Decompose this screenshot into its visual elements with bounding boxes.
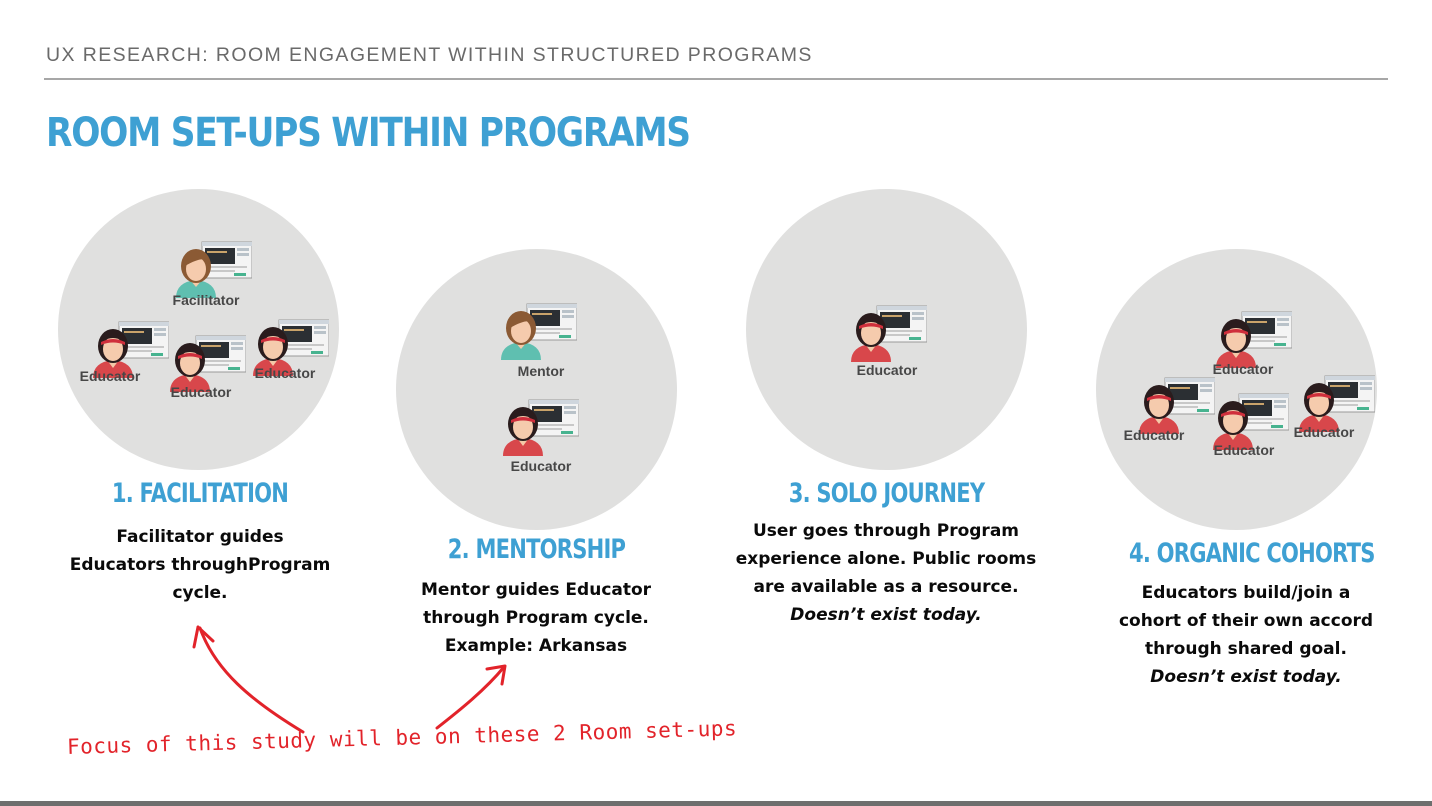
educator-label: Educator bbox=[254, 365, 316, 381]
educator-label: Educator bbox=[1213, 442, 1275, 458]
educator-label: Educator bbox=[1293, 424, 1355, 440]
organic-cohorts-description: Educators build/join a cohort of their own accord through shared goal. Doesn’t exist today. bbox=[1066, 579, 1426, 691]
educator-label: Educator bbox=[170, 384, 232, 400]
facilitation-description: Facilitator guides Educators throughProgram cycle. bbox=[69, 527, 331, 603]
solo-journey-note: Doesn’t exist today. bbox=[790, 605, 982, 625]
bottom-border bbox=[0, 801, 1432, 806]
page-title: ROOM SET-UPS WITHIN PROGRAMS bbox=[46, 110, 690, 156]
study-focus-annotation: Focus of this study will be on these 2 Room set-ups bbox=[66, 716, 738, 759]
organic-cohorts-heading: 4. ORGANIC COHORTS bbox=[1129, 538, 1375, 569]
educator-label: Educator bbox=[79, 368, 141, 384]
header-text: UX RESEARCH: ROOM ENGAGEMENT WITHIN STRUCTURED PROGRAMS bbox=[46, 44, 813, 66]
mentorship-heading: 2. MENTORSHIP bbox=[447, 534, 626, 565]
arrow-to-mentorship bbox=[437, 667, 504, 728]
mentorship-description: Mentor guides Educator through Program cycle. Example: Arkansas bbox=[420, 580, 652, 656]
solo-journey-heading: 3. SOLO JOURNEY bbox=[788, 478, 985, 509]
educator-label: Educator bbox=[1212, 361, 1274, 377]
educator-label: Educator bbox=[856, 362, 918, 378]
educator-label: Educator bbox=[1123, 427, 1185, 443]
organic-cohorts-note: Doesn’t exist today. bbox=[1150, 667, 1342, 687]
arrow-to-facilitation bbox=[200, 628, 303, 732]
solo-journey-description: User goes through Program experience alone. Public rooms are available as a resource. Doesn’t exist today. bbox=[706, 517, 1066, 629]
facilitation-heading: 1. FACILITATION bbox=[111, 478, 289, 509]
educator-label: Educator bbox=[510, 458, 572, 474]
mentor-label: Mentor bbox=[517, 363, 565, 379]
facilitator-label: Facilitator bbox=[172, 292, 240, 308]
